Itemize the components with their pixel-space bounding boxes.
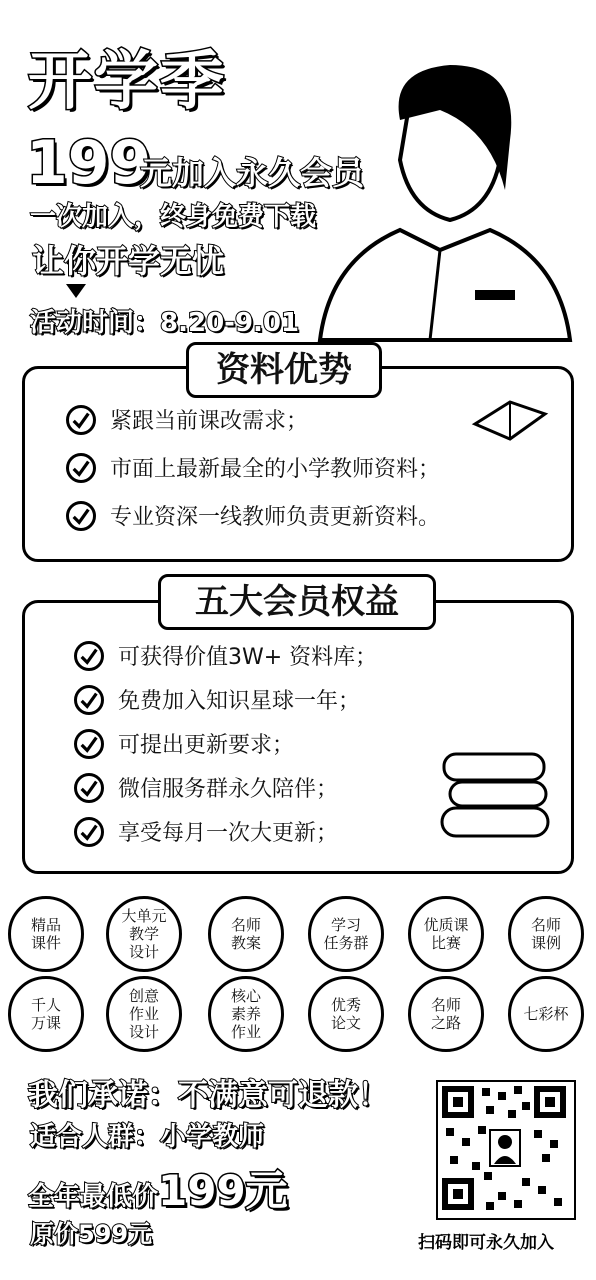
triangle-pointer-icon xyxy=(66,284,86,298)
list-item-text: 市面上最新最全的小学教师资料； xyxy=(110,457,441,482)
list-item-text: 可获得价值3W+ 资料库； xyxy=(118,645,378,670)
benefits-list xyxy=(74,640,454,860)
category-circle[interactable]: 精品 课件 xyxy=(8,896,84,972)
category-circle[interactable]: 优秀 论文 xyxy=(308,976,384,1052)
original-price: 原价599元 xyxy=(30,1220,153,1248)
checkmark-icon xyxy=(74,685,104,715)
benefits-title: 五大会员权益 xyxy=(158,574,436,630)
category-circle[interactable]: 名师 教案 xyxy=(208,896,284,972)
checkmark-icon xyxy=(74,729,104,759)
advantages-list xyxy=(66,404,546,544)
activity-dates: 8.20-9.01 xyxy=(160,308,300,338)
hero-line3: 让你开学无忧 xyxy=(32,242,225,280)
hero-price-suffix: 元加入永久会员 xyxy=(140,154,365,192)
list-item xyxy=(74,684,360,715)
lowest-price-line xyxy=(28,1158,288,1218)
list-item xyxy=(74,816,338,847)
teacher-illustration xyxy=(290,40,590,350)
list-item xyxy=(74,772,338,803)
list-item xyxy=(66,404,308,435)
checkmark-icon xyxy=(74,773,104,803)
list-item-text: 可提出更新要求； xyxy=(118,733,295,758)
checkmark-icon xyxy=(66,453,96,483)
category-circle[interactable]: 千人 万课 xyxy=(8,976,84,1052)
category-circle[interactable]: 大单元 教学 设计 xyxy=(106,896,182,972)
category-circle[interactable]: 名师 课例 xyxy=(508,896,584,972)
promise-text: 我们承诺：不满意可退款！ xyxy=(28,1078,388,1113)
list-item-text: 微信服务群永久陪伴； xyxy=(118,777,339,802)
checkmark-icon xyxy=(74,641,104,671)
list-item-text: 免费加入知识星球一年； xyxy=(118,689,361,714)
qr-caption: 扫码即可永久加入 xyxy=(418,1233,554,1253)
checkmark-icon xyxy=(66,405,96,435)
category-circle[interactable]: 核心 素养 作业 xyxy=(208,976,284,1052)
list-item-text: 紧跟当前课改需求； xyxy=(110,409,309,434)
checkmark-icon xyxy=(66,501,96,531)
hero-price: 199 xyxy=(26,128,152,198)
activity-label: 活动时间： xyxy=(30,308,161,338)
category-circle[interactable]: 名师 之路 xyxy=(408,976,484,1052)
list-item xyxy=(74,640,377,671)
list-item xyxy=(74,728,294,759)
advantages-title: 资料优势 xyxy=(186,342,382,398)
book-stack-icon xyxy=(438,746,554,842)
hero-line2: 一次加入，终身免费下载 xyxy=(30,202,317,232)
checkmark-icon xyxy=(74,817,104,847)
lowest-price-value: 199元 xyxy=(158,1166,288,1215)
qr-code[interactable] xyxy=(436,1080,576,1220)
list-item xyxy=(66,452,440,483)
category-circle[interactable]: 优质课 比赛 xyxy=(408,896,484,972)
hero-title: 开学季 xyxy=(28,45,226,119)
audience-text: 适合人群：小学教师 xyxy=(30,1122,265,1152)
category-circle[interactable]: 学习 任务群 xyxy=(308,896,384,972)
category-circle[interactable]: 七彩杯 xyxy=(508,976,584,1052)
lowest-price-label: 全年最低价 xyxy=(28,1182,159,1212)
activity-time xyxy=(30,302,299,339)
list-item-text: 享受每月一次大更新； xyxy=(118,821,339,846)
list-item xyxy=(66,500,440,531)
list-item-text: 专业资深一线教师负责更新资料。 xyxy=(110,505,441,530)
category-circle[interactable]: 创意 作业 设计 xyxy=(106,976,182,1052)
